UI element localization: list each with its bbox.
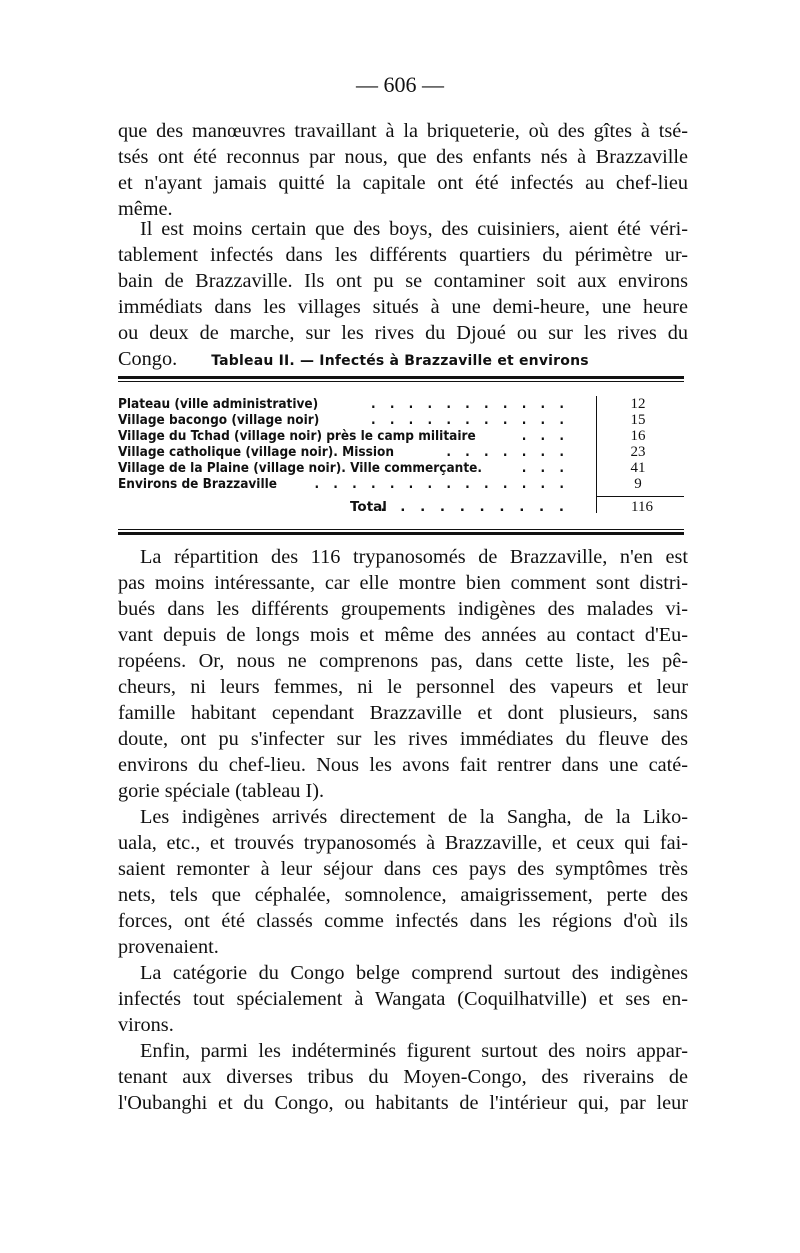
leader-dots: . . . . . . . . . . . . . . [314, 476, 569, 492]
data-table [118, 396, 684, 492]
total-rule [596, 496, 684, 497]
row-label: Village bacongo (village noir) [118, 412, 320, 428]
text-line: bain de Brazzaville. Ils ont pu se contaminer soit aux environs [118, 270, 688, 292]
table-row [118, 476, 684, 492]
text-line: tablement infectés dans les différents quartiers du périmètre ur- [118, 244, 688, 266]
text-line: Congo. [118, 348, 178, 370]
paragraph-6 [118, 1038, 688, 1116]
table-row [118, 460, 684, 476]
text-line: tenant aux diverses tribus du Moyen-Congo, des riverains de [118, 1066, 688, 1088]
text-line: vant depuis de longs mois et même des années au contact d'Eu- [118, 624, 688, 646]
row-label: Village de la Plaine (village noir). Ville commerçante. [118, 460, 482, 476]
leader-dots: . . . . . . . . . . [380, 499, 569, 515]
row-value: 15 [630, 412, 646, 428]
text-line: Il est moins certain que des boys, des cuisiniers, aient été véri- [140, 218, 688, 240]
text-line: Les indigènes arrivés directement de la Sangha, de la Liko- [140, 806, 688, 828]
text-line: gorie spéciale (tableau I). [118, 780, 325, 802]
row-label: Village du Tchad (village noir) près le camp militaire [118, 428, 476, 444]
paragraph-2 [118, 216, 688, 372]
text-line: doute, ont pu s'infecter sur les rives immédiates du fleuve des [118, 728, 688, 750]
total-label: Total [350, 499, 387, 515]
text-line: pas moins intéressante, car elle montre bien comment sont distri- [118, 572, 688, 594]
leader-dots: . . . [521, 428, 569, 444]
row-label: Environs de Brazzaville [118, 476, 278, 492]
leader-dots: . . . [521, 460, 569, 476]
table-caption: Tableau II. — Infectés à Brazzaville et environs [211, 353, 589, 369]
row-value: 16 [630, 428, 646, 444]
text-line: uala, etc., et trouvés trypanosomés à Brazzaville, et ceux qui fai- [118, 832, 688, 854]
table-bottom-rule-thin [118, 529, 684, 530]
table-row [118, 396, 684, 412]
text-line: bués dans les différents groupements indigènes des malades vi- [118, 598, 688, 620]
table-row [118, 412, 684, 428]
table-row [118, 428, 684, 444]
table-row [118, 444, 684, 460]
text-line: forces, ont été classés comme infectés dans les régions d'où ils [118, 910, 688, 932]
text-line: même. [118, 198, 173, 220]
text-line: infectés tout spécialement à Wangata (Coquilhatville) et ses en- [118, 988, 688, 1010]
leader-dots: . . . . . . . . . . . [370, 396, 569, 412]
text-line: l'Oubanghi et du Congo, ou habitants de l'intérieur qui, par leur [118, 1092, 688, 1114]
text-line: environs du chef-lieu. Nous les avons fait rentrer dans une caté- [118, 754, 688, 776]
table-bottom-rule [118, 532, 684, 535]
text-line: nets, tels que céphalée, somnolence, amaigrissement, perte des [118, 884, 688, 906]
row-value: 23 [630, 444, 646, 460]
leader-dots: . . . . . . . . . . . [370, 412, 569, 428]
paragraph-3 [118, 544, 688, 804]
text-line: La répartition des 116 trypanosomés de Brazzaville, n'en est [140, 546, 688, 568]
text-line: virons. [118, 1014, 174, 1036]
text-line: provenaient. [118, 936, 219, 958]
row-value: 41 [630, 460, 646, 476]
row-value: 9 [634, 476, 642, 492]
table-top-rule [118, 376, 684, 379]
row-label: Plateau (ville administrative) [118, 396, 319, 412]
total-value: 116 [631, 499, 653, 515]
paragraph-4 [118, 804, 688, 960]
table-top-rule-thin [118, 381, 684, 382]
text-line: et n'ayant jamais quitté la capitale ont été infectés au chef-lieu [118, 172, 688, 194]
text-line: tsés ont été reconnus par nous, que des enfants nés à Brazzaville [118, 146, 688, 168]
page-number: — 606 — [356, 72, 444, 97]
text-line: cheurs, ni leurs femmes, ni le personnel des vapeurs et leur [118, 676, 688, 698]
paragraph-5 [118, 960, 688, 1038]
table-total-row [118, 499, 684, 517]
text-line: ou deux de marche, sur les rives du Djoué ou sur les rives du [118, 322, 688, 344]
row-value: 12 [630, 396, 646, 412]
row-label: Village catholique (village noir). Mission [118, 444, 395, 460]
text-line: famille habitant cependant Brazzaville et dont plusieurs, sans [118, 702, 688, 724]
text-line: Enfin, parmi les indéterminés figurent surtout des noirs appar- [140, 1040, 688, 1062]
text-line: immédiats dans les villages situés à une demi-heure, une heure [118, 296, 688, 318]
text-line: que des manœuvres travaillant à la briqueterie, où des gîtes à tsé- [118, 120, 688, 142]
text-line: ropéens. Or, nous ne comprenons pas, dans cette liste, les pê- [118, 650, 688, 672]
text-line: La catégorie du Congo belge comprend surtout des indigènes [140, 962, 688, 984]
paragraph-1 [118, 118, 688, 222]
leader-dots: . . . . . . . [446, 444, 569, 460]
text-line: saient remonter à leur séjour dans ces pays des symptômes très [118, 858, 688, 880]
